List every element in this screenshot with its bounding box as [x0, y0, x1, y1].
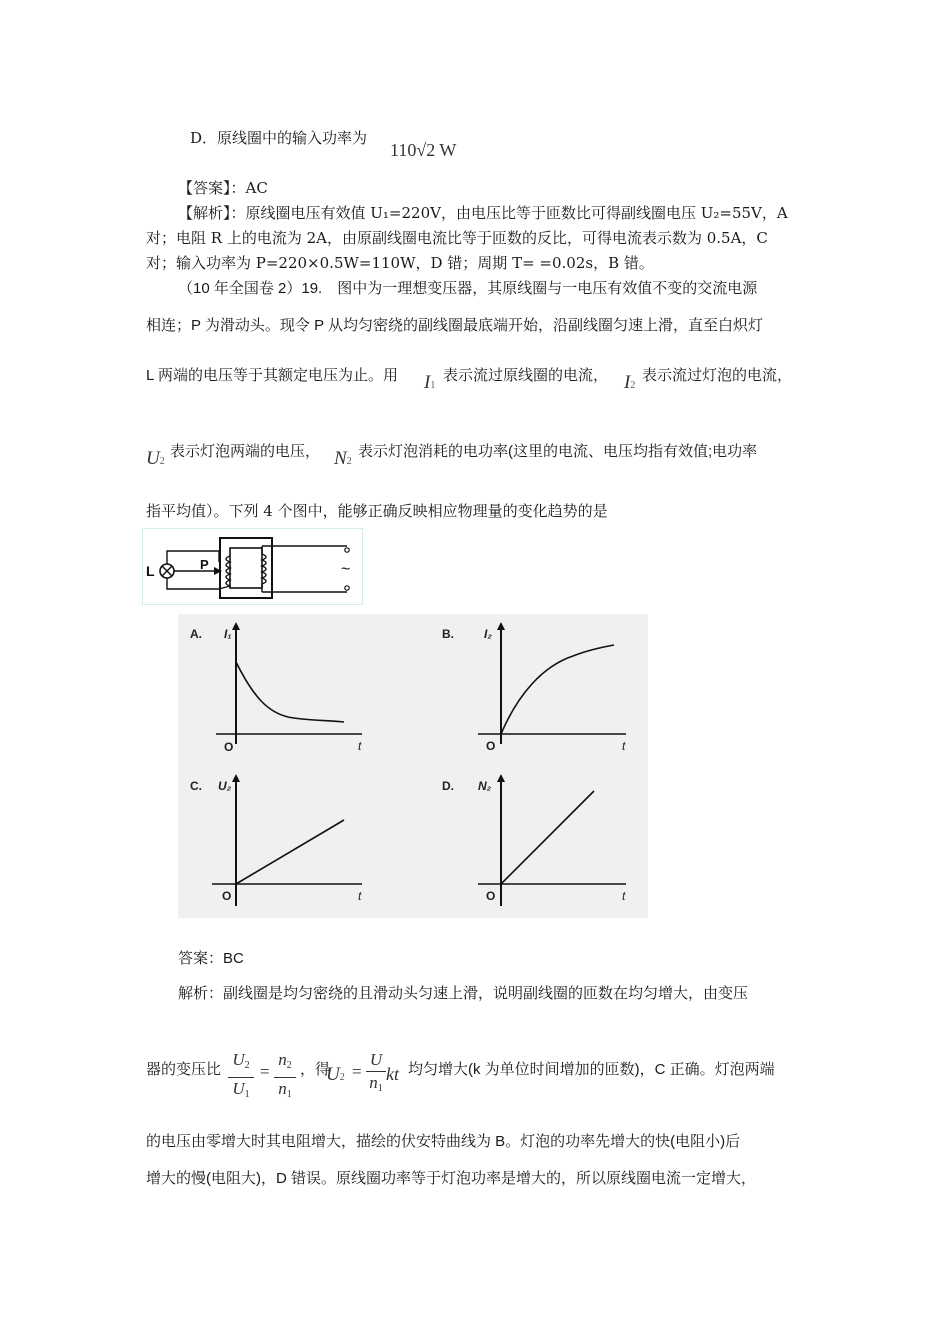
graph-d-t-axis: t — [622, 889, 626, 903]
graph-b-origin: O — [486, 739, 496, 753]
graph-a-t-axis: t — [358, 739, 362, 753]
analysis-1-line-1: 【解析】：原线圈电压有效值 U₁=220V，由电压比等于匝数比可得副线圈电压 U₂=55V，A — [178, 204, 788, 222]
graph-d-ylabel: N₂ — [478, 779, 492, 793]
question-line-3a: L 两端的电压等于其额定电压为止。用 — [146, 367, 398, 384]
analysis-2-line-2c: 均匀增大(k 为单位时间增加的匝数)，C 正确。灯泡两端 — [408, 1061, 775, 1078]
graph-c-ylabel: U₂ — [218, 779, 232, 793]
symbol-i2: I2 — [624, 372, 636, 393]
graph-c-letter: C. — [190, 779, 202, 793]
analysis-1-line-3: 对；输入功率为 P=220×0.5W=110W，D 错；周期 T= =0.02s，B 错。 — [146, 254, 654, 272]
question-line-4a: 表示灯泡两端的电压， — [170, 443, 321, 460]
fraction-u2-over-u1: U2 U1 — [228, 1050, 254, 1105]
answer-1: 【答案】：AC — [178, 179, 268, 197]
answer-2: 答案：BC — [178, 950, 244, 967]
graph-b-letter: B. — [442, 627, 454, 641]
analysis-2-line-1: 解析：副线圈是均匀密绕的且滑动头匀速上滑，说明副线圈的匝数在均匀增大，由变压 — [178, 985, 749, 1002]
question-line-5: 指平均值）。下列 4 个图中，能够正确反映相应物理量的变化趋势的是 — [146, 502, 608, 520]
graphs-panel — [178, 614, 648, 918]
question-line-2: 相连；P 为滑动头。现令 P 从均匀密绕的副线圈最底端开始，沿副线圈匀速上滑，直至白炽灯 — [146, 317, 763, 334]
symbol-i1: I1 — [424, 372, 436, 393]
fraction-u-over-n1: U n1 — [366, 1050, 386, 1099]
question-line-3b: 表示流过原线圈的电流， — [443, 367, 609, 384]
symbol-u2: U2 — [146, 448, 165, 469]
graph-d-origin: O — [486, 889, 496, 903]
analysis-2-line-3: 的电压由零增大时其电阻增大，描绘的伏安特曲线为 B。灯泡的功率先增大的快(电阻小)后 — [146, 1133, 741, 1150]
kt-term: kt — [386, 1064, 399, 1084]
graph-a-letter: A. — [190, 627, 202, 641]
lamp-label: L — [146, 563, 155, 579]
analysis-2-line-2b: ，得 — [300, 1061, 331, 1078]
option-d-label: D．原线圈中的输入功率为 — [190, 129, 368, 147]
question-line-3c: 表示流过灯泡的电流， — [642, 367, 793, 384]
transformer-circuit-diagram — [142, 528, 364, 606]
analysis-2-line-4: 增大的慢(电阻大)，D 错误。原线圈功率等于灯泡功率是增大的，所以原线圈电流一定增大， — [146, 1170, 756, 1187]
graph-b-t-axis: t — [622, 739, 626, 753]
graph-d-letter: D. — [442, 779, 454, 793]
graph-c-origin: O — [222, 889, 232, 903]
question-line-4b: 表示灯泡消耗的电功率(这里的电流、电压均指有效值;电功率 — [358, 443, 758, 460]
equals-sign-2: = — [352, 1062, 362, 1081]
graph-b-ylabel: I₂ — [484, 627, 492, 641]
option-d-math: 110√2 W — [390, 140, 457, 160]
symbol-u2-eq: U2 — [326, 1064, 345, 1085]
analysis-2-line-2a: 器的变压比 — [146, 1061, 222, 1078]
question-line-1: （10 年全国卷 2）19. 图中为一理想变压器，其原线圈与一电压有效值不变的交流电源 — [178, 280, 758, 297]
fraction-n2-over-n1: n2 n1 — [274, 1050, 296, 1105]
equals-sign-1: = — [260, 1062, 270, 1081]
slider-label: P — [200, 557, 209, 572]
graph-c-t-axis: t — [358, 889, 362, 903]
graph-a-ylabel: I₁ — [224, 627, 232, 641]
symbol-n2: N2 — [334, 448, 352, 469]
analysis-1-line-2: 对；电阻 R 上的电流为 2A，由原副线圈电流比等于匝数的反比，可得电流表示数为 0.5A，C — [146, 229, 768, 247]
ac-source-symbol: ~ — [341, 561, 351, 578]
graph-a-origin: O — [224, 740, 234, 754]
